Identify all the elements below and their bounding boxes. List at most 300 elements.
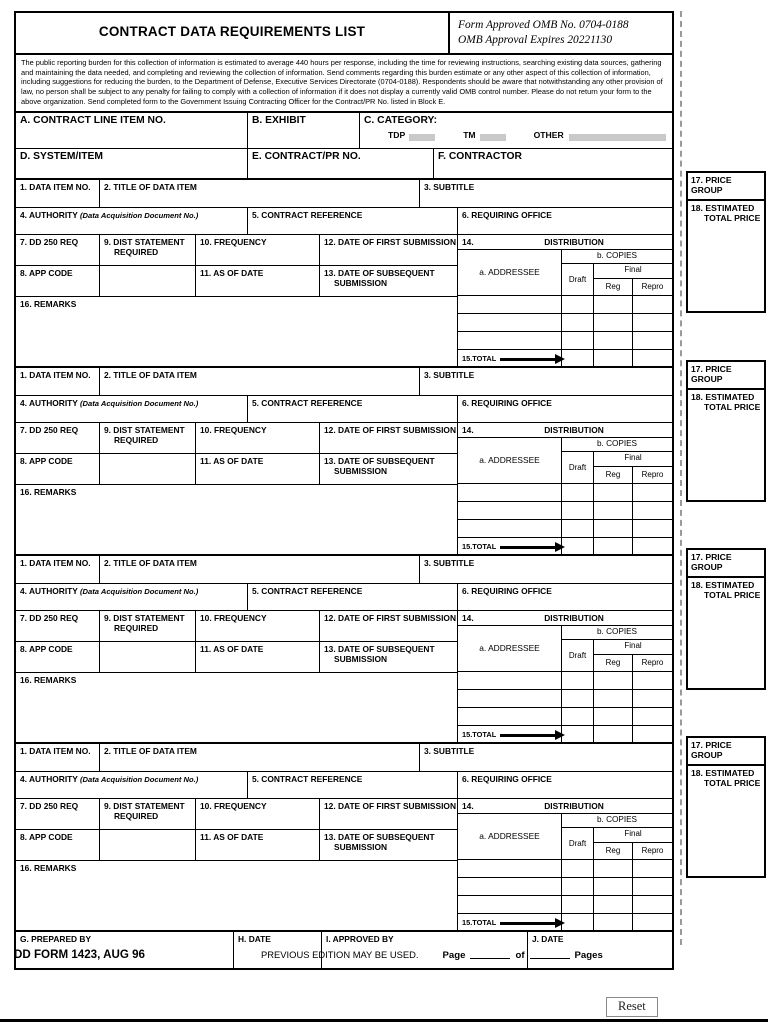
draft-copies-cell[interactable]: [562, 296, 594, 313]
requiring-office-field[interactable]: [458, 772, 672, 798]
reset-button[interactable]: Reset: [606, 997, 658, 1017]
distribution-total-row: [458, 538, 672, 554]
as-of-date-field[interactable]: [196, 830, 320, 860]
distribution-title: DISTRIBUTION: [544, 236, 604, 247]
frequency-label: 10. FREQUENCY: [200, 236, 267, 247]
dd250-frequency-row: [16, 235, 457, 266]
dist-statement-required-continued[interactable]: [100, 830, 196, 860]
final-subheaders: [594, 843, 672, 859]
of-label: of: [515, 950, 525, 961]
distribution-header-row: [458, 626, 672, 672]
data-item-no-label: 1. DATA ITEM NO.: [20, 369, 91, 380]
authority-label: [16, 584, 247, 596]
copies-header: b. COPIES: [562, 250, 672, 264]
repro-copies-cell[interactable]: [633, 520, 672, 537]
subtitle-field[interactable]: [420, 744, 672, 771]
price-group-field-1[interactable]: [688, 173, 764, 201]
total-label: 15.TOTAL: [462, 917, 497, 927]
dd250-req-label: 7. DD 250 REQ: [20, 800, 79, 811]
subtitle-label: 3. SUBTITLE: [424, 557, 475, 568]
estimated-total-price-field-4[interactable]: [688, 766, 764, 876]
date-subsequent-submission-field[interactable]: [320, 642, 457, 672]
form-body: [14, 11, 674, 970]
authority-field[interactable]: [16, 396, 248, 422]
final-header: Final: [594, 452, 672, 467]
dist-statement-line2: REQUIRED: [114, 246, 159, 257]
addressee-header: a. ADDRESSEE: [458, 814, 562, 859]
dist-statement-required-field[interactable]: [100, 235, 196, 265]
distribution-title: DISTRIBUTION: [544, 800, 604, 811]
addressee-cell[interactable]: [458, 878, 562, 895]
title-of-data-item-field[interactable]: [100, 368, 420, 395]
addressee-cell[interactable]: [458, 296, 562, 313]
draft-copies-cell[interactable]: [562, 520, 594, 537]
final-header-group: [594, 640, 672, 671]
reg-header: Reg: [594, 843, 633, 859]
frequency-label: 10. FREQUENCY: [200, 612, 267, 623]
contract-reference-field[interactable]: [248, 584, 458, 610]
date-subsequent-submission-field[interactable]: [320, 266, 457, 296]
app-code-label: 8. APP CODE: [20, 267, 73, 278]
title-of-data-item-field[interactable]: [100, 180, 420, 207]
price-group-label: 17. PRICE GROUP: [691, 364, 732, 385]
repro-copies-cell[interactable]: [633, 896, 672, 913]
repro-header: Repro: [641, 658, 664, 668]
total-draft-cell[interactable]: [562, 914, 594, 930]
arrow-right-icon: [500, 358, 556, 361]
price-group-box-1: [686, 171, 766, 313]
contract-reference-label: 5. CONTRACT REFERENCE: [252, 209, 363, 220]
total-draft-cell[interactable]: [562, 350, 594, 366]
category-options: [360, 130, 672, 140]
subtitle-label: 3. SUBTITLE: [424, 369, 475, 380]
total-label: 15.TOTAL: [462, 729, 497, 739]
remarks-field[interactable]: [16, 861, 457, 921]
data-item-body-row: [16, 235, 672, 366]
repro-header: Repro: [641, 282, 664, 292]
data-item-body-row: [16, 799, 672, 930]
data-item-block: [16, 556, 672, 744]
authority-label: [16, 396, 247, 408]
distribution-row: [458, 502, 672, 520]
page-number-input[interactable]: [470, 948, 510, 959]
distribution-row: [458, 708, 672, 726]
total-repro-cell[interactable]: [633, 538, 672, 554]
data-item-no-field[interactable]: [16, 368, 100, 395]
price-group-box-3: [686, 548, 766, 690]
total-draft-cell[interactable]: [562, 538, 594, 554]
remarks-field[interactable]: [16, 485, 457, 545]
prepared-by-label: G. PREPARED BY: [20, 933, 92, 944]
price-group-box-2: [686, 360, 766, 502]
copies-header-group: [562, 814, 672, 859]
distribution-title: DISTRIBUTION: [544, 612, 604, 623]
data-item-left-grid: [16, 611, 458, 742]
date-subsequent-line2: SUBMISSION: [334, 841, 388, 852]
dist-statement-required-field[interactable]: [100, 423, 196, 453]
as-of-date-field[interactable]: [196, 642, 320, 672]
draft-copies-cell[interactable]: [562, 502, 594, 519]
copies-subheaders: [562, 828, 672, 859]
reg-copies-cell[interactable]: [594, 520, 633, 537]
requiring-office-field[interactable]: [458, 584, 672, 610]
requiring-office-field[interactable]: [458, 208, 672, 234]
reg-copies-cell[interactable]: [594, 878, 633, 895]
dist-statement-line1: 9. DIST STATEMENT: [104, 612, 185, 623]
reg-copies-cell[interactable]: [594, 708, 633, 725]
as-of-date-label: 11. AS OF DATE: [200, 455, 264, 466]
title-band: [16, 13, 672, 55]
distribution-title-row: [458, 611, 672, 626]
page-label: Page: [442, 950, 466, 961]
app-code-field[interactable]: [16, 642, 100, 672]
repro-copies-cell[interactable]: [633, 484, 672, 501]
title-of-data-item-field[interactable]: [100, 556, 420, 583]
app-code-label: 8. APP CODE: [20, 455, 73, 466]
omb-expiry: OMB Approval Expires 20221130: [458, 34, 613, 47]
estimated-total-price-label: [688, 201, 764, 224]
repro-copies-cell[interactable]: [633, 690, 672, 707]
date-first-submission-label: 12. DATE OF FIRST SUBMISSION: [324, 424, 456, 435]
total-draft-cell[interactable]: [562, 726, 594, 742]
date-first-submission-field[interactable]: [320, 235, 457, 265]
repro-copies-cell[interactable]: [633, 502, 672, 519]
as-of-date-field[interactable]: [196, 266, 320, 296]
estimated-total-price-line2: TOTAL PRICE: [704, 590, 761, 601]
distribution-row: [458, 332, 672, 350]
distribution-total-row: [458, 350, 672, 366]
reg-header: Reg: [594, 655, 633, 671]
repro-header: Repro: [641, 470, 664, 480]
contract-reference-field[interactable]: [248, 396, 458, 422]
subtitle-field[interactable]: [420, 368, 672, 395]
date-first-submission-field[interactable]: [320, 611, 457, 641]
dd250-req-label: 7. DD 250 REQ: [20, 236, 79, 247]
title-of-data-item-label: 2. TITLE OF DATA ITEM: [104, 181, 197, 192]
authority-label-text: 4. AUTHORITY: [20, 209, 78, 220]
app-code-field[interactable]: [16, 454, 100, 484]
dd250-req-field[interactable]: [16, 235, 100, 265]
copies-subheaders: [562, 452, 672, 483]
draft-copies-cell[interactable]: [562, 878, 594, 895]
final-header: Final: [594, 828, 672, 843]
authority-row: [16, 396, 672, 423]
price-group-field-4[interactable]: [688, 738, 764, 766]
distribution-row: [458, 484, 672, 502]
repro-copies-cell[interactable]: [633, 708, 672, 725]
authority-row: [16, 772, 672, 799]
frequency-label: 10. FREQUENCY: [200, 800, 267, 811]
dist-statement-required-label: [100, 799, 195, 821]
authority-label-note: (Data Acquisition Document No.): [80, 398, 199, 408]
estimated-total-price-field-1[interactable]: [688, 201, 764, 311]
authority-label-text: 4. AUTHORITY: [20, 397, 78, 408]
app-code-label: 8. APP CODE: [20, 831, 73, 842]
category-label: C. CATEGORY:: [364, 114, 438, 126]
omb-approval-block: [448, 13, 672, 53]
distribution-header-row: [458, 250, 672, 296]
distribution-title-row: [458, 799, 672, 814]
addressee-cell[interactable]: [458, 484, 562, 501]
price-group-label: 17. PRICE GROUP: [691, 552, 732, 573]
contract-line-item-label: A. CONTRACT LINE ITEM NO.: [20, 114, 166, 126]
date-subsequent-line2: SUBMISSION: [334, 465, 388, 476]
total-label-cell: [458, 538, 562, 554]
dist-statement-required-field[interactable]: [100, 799, 196, 829]
date-subsequent-submission-field[interactable]: [320, 830, 457, 860]
reg-copies-cell[interactable]: [594, 690, 633, 707]
data-item-left-grid: [16, 799, 458, 930]
draft-copies-cell[interactable]: [562, 314, 594, 331]
data-item-blocks: [16, 180, 672, 932]
authority-label-note: (Data Acquisition Document No.): [80, 586, 199, 596]
final-header-group: [594, 264, 672, 295]
estimated-total-price-label: [688, 766, 764, 789]
category-other-input[interactable]: [569, 134, 666, 141]
distribution-row: [458, 314, 672, 332]
date-subsequent-line1: 13. DATE OF SUBSEQUENT: [324, 455, 435, 466]
dist-statement-required-continued[interactable]: [100, 454, 196, 484]
dist-statement-required-label: [100, 235, 195, 257]
dist-statement-required-field[interactable]: [100, 611, 196, 641]
dist-statement-required-continued[interactable]: [100, 266, 196, 296]
distribution-row: [458, 690, 672, 708]
authority-field[interactable]: [16, 208, 248, 234]
date-subsequent-submission-label: [320, 454, 457, 476]
copies-header: b. COPIES: [562, 626, 672, 640]
as-of-date-label: 11. AS OF DATE: [200, 831, 264, 842]
dd250-req-field[interactable]: [16, 423, 100, 453]
remarks-field[interactable]: [16, 673, 457, 733]
addressee-cell[interactable]: [458, 690, 562, 707]
system-item-field[interactable]: [16, 149, 248, 178]
omb-number: Form Approved OMB No. 0704-0188: [458, 19, 629, 31]
total-repro-cell[interactable]: [633, 726, 672, 742]
addressee-cell[interactable]: [458, 502, 562, 519]
data-item-block: [16, 180, 672, 368]
reg-copies-cell[interactable]: [594, 860, 633, 877]
date-first-submission-label: 12. DATE OF FIRST SUBMISSION: [324, 800, 456, 811]
previous-edition-note: PREVIOUS EDITION MAY BE USED.: [261, 949, 419, 960]
draft-header: Draft: [562, 828, 594, 859]
total-reg-cell[interactable]: [594, 914, 633, 930]
authority-label: [16, 772, 247, 784]
distribution-row: [458, 896, 672, 914]
title-of-data-item-label: 2. TITLE OF DATA ITEM: [104, 557, 197, 568]
subtitle-field[interactable]: [420, 180, 672, 207]
total-repro-cell[interactable]: [633, 350, 672, 366]
form-footer: [14, 948, 674, 961]
system-item-label: D. SYSTEM/ITEM: [20, 150, 103, 162]
appcode-asofdate-row: [16, 830, 457, 861]
distribution-row: [458, 520, 672, 538]
total-pages-input[interactable]: [530, 948, 570, 959]
draft-copies-cell[interactable]: [562, 484, 594, 501]
data-item-no-field[interactable]: [16, 744, 100, 771]
dd250-req-label: 7. DD 250 REQ: [20, 424, 79, 435]
dd250-req-field[interactable]: [16, 799, 100, 829]
distribution-header-row: [458, 438, 672, 484]
total-reg-cell[interactable]: [594, 538, 633, 554]
dd250-req-field[interactable]: [16, 611, 100, 641]
distribution-table: [458, 611, 672, 742]
addressee-cell[interactable]: [458, 860, 562, 877]
as-of-date-field[interactable]: [196, 454, 320, 484]
reg-copies-cell[interactable]: [594, 296, 633, 313]
estimated-total-price-field-2[interactable]: [688, 390, 764, 500]
repro-header: Repro: [641, 846, 664, 856]
reg-copies-cell[interactable]: [594, 332, 633, 349]
estimated-total-price-label: [688, 578, 764, 601]
repro-copies-cell[interactable]: [633, 314, 672, 331]
copies-header-group: [562, 250, 672, 295]
data-item-no-label: 1. DATA ITEM NO.: [20, 557, 91, 568]
distribution-table: [458, 235, 672, 366]
dd250-req-label: 7. DD 250 REQ: [20, 612, 79, 623]
requiring-office-label: 6. REQUIRING OFFICE: [462, 397, 552, 408]
reg-copies-cell[interactable]: [594, 896, 633, 913]
contract-reference-field[interactable]: [248, 208, 458, 234]
date-first-submission-field[interactable]: [320, 799, 457, 829]
addressee-cell[interactable]: [458, 672, 562, 689]
reg-header: Reg: [594, 279, 633, 295]
repro-copies-cell[interactable]: [633, 878, 672, 895]
repro-copies-cell[interactable]: [633, 296, 672, 313]
estimated-total-price-line2: TOTAL PRICE: [704, 778, 761, 789]
estimated-total-price-field-3[interactable]: [688, 578, 764, 688]
app-code-label: 8. APP CODE: [20, 643, 73, 654]
distribution-row: [458, 672, 672, 690]
frequency-field[interactable]: [196, 235, 320, 265]
frequency-field[interactable]: [196, 423, 320, 453]
distribution-title-row: [458, 235, 672, 250]
addressee-header: a. ADDRESSEE: [458, 250, 562, 295]
remarks-label: 16. REMARKS: [20, 298, 77, 309]
distribution-table: [458, 423, 672, 554]
total-label-cell: [458, 914, 562, 930]
estimated-total-price-line1: 18. ESTIMATED: [691, 768, 755, 778]
draft-copies-cell[interactable]: [562, 672, 594, 689]
title-of-data-item-field[interactable]: [100, 744, 420, 771]
total-repro-cell[interactable]: [633, 914, 672, 930]
dist-statement-line1: 9. DIST STATEMENT: [104, 424, 185, 435]
requiring-office-field[interactable]: [458, 396, 672, 422]
total-label: 15.TOTAL: [462, 541, 497, 551]
final-header: Final: [594, 264, 672, 279]
price-group-field-2[interactable]: [688, 362, 764, 390]
addressee-cell[interactable]: [458, 708, 562, 725]
addressee-cell[interactable]: [458, 896, 562, 913]
date-subsequent-submission-field[interactable]: [320, 454, 457, 484]
exhibit-field[interactable]: [248, 113, 360, 148]
subtitle-field[interactable]: [420, 556, 672, 583]
copies-header-group: [562, 438, 672, 483]
draft-copies-cell[interactable]: [562, 708, 594, 725]
copies-subheaders: [562, 640, 672, 671]
distribution-table: [458, 799, 672, 930]
total-reg-cell[interactable]: [594, 726, 633, 742]
distribution-title-row: [458, 423, 672, 438]
date-first-submission-label: 12. DATE OF FIRST SUBMISSION: [324, 612, 456, 623]
distribution-number: 14.: [462, 236, 474, 247]
repro-copies-cell[interactable]: [633, 860, 672, 877]
data-item-body-row: [16, 423, 672, 554]
addressee-cell[interactable]: [458, 314, 562, 331]
subtitle-label: 3. SUBTITLE: [424, 745, 475, 756]
copies-header: b. COPIES: [562, 814, 672, 828]
price-group-field-3[interactable]: [688, 550, 764, 578]
draft-copies-cell[interactable]: [562, 690, 594, 707]
data-item-block: [16, 744, 672, 932]
authority-field[interactable]: [16, 772, 248, 798]
requiring-office-label: 6. REQUIRING OFFICE: [462, 773, 552, 784]
frequency-field[interactable]: [196, 611, 320, 641]
authority-label-note: (Data Acquisition Document No.): [80, 210, 199, 220]
frequency-field[interactable]: [196, 799, 320, 829]
distribution-number: 14.: [462, 424, 474, 435]
title-of-data-item-label: 2. TITLE OF DATA ITEM: [104, 369, 197, 380]
reg-copies-cell[interactable]: [594, 314, 633, 331]
total-label-cell: [458, 350, 562, 366]
date-subsequent-submission-label: [320, 266, 457, 288]
reg-copies-cell[interactable]: [594, 502, 633, 519]
addressee-cell[interactable]: [458, 520, 562, 537]
dist-statement-line1: 9. DIST STATEMENT: [104, 236, 185, 247]
dist-statement-required-continued[interactable]: [100, 642, 196, 672]
app-code-field[interactable]: [16, 266, 100, 296]
final-subheaders: [594, 655, 672, 671]
data-item-no-field[interactable]: [16, 556, 100, 583]
authority-label-text: 4. AUTHORITY: [20, 585, 78, 596]
arrow-right-icon: [500, 734, 556, 737]
data-item-title-row: [16, 556, 672, 584]
authority-field[interactable]: [16, 584, 248, 610]
final-header: Final: [594, 640, 672, 655]
dist-statement-line2: REQUIRED: [114, 622, 159, 633]
repro-copies-cell[interactable]: [633, 332, 672, 349]
draft-copies-cell[interactable]: [562, 896, 594, 913]
dist-statement-required-label: [100, 423, 195, 445]
addressee-cell[interactable]: [458, 332, 562, 349]
contractor-label: F. CONTRACTOR: [438, 150, 522, 162]
perforation-line: [680, 11, 682, 945]
reg-copies-cell[interactable]: [594, 484, 633, 501]
reg-copies-cell[interactable]: [594, 672, 633, 689]
category-tdp-checkbox[interactable]: [409, 134, 435, 141]
date-first-submission-field[interactable]: [320, 423, 457, 453]
date-subsequent-line2: SUBMISSION: [334, 277, 388, 288]
total-reg-cell[interactable]: [594, 350, 633, 366]
distribution-row: [458, 878, 672, 896]
prepared-date-label: H. DATE: [238, 933, 271, 944]
data-item-no-field[interactable]: [16, 180, 100, 207]
contract-pr-no-field[interactable]: [248, 149, 434, 178]
contractor-field[interactable]: [434, 149, 672, 178]
estimated-total-price-line2: TOTAL PRICE: [704, 213, 761, 224]
repro-copies-cell[interactable]: [633, 672, 672, 689]
app-code-field[interactable]: [16, 830, 100, 860]
category-tm-checkbox[interactable]: [480, 134, 506, 141]
draft-copies-cell[interactable]: [562, 332, 594, 349]
contract-reference-field[interactable]: [248, 772, 458, 798]
reset-button-wrap: [606, 997, 658, 1017]
dd250-frequency-row: [16, 611, 457, 642]
draft-copies-cell[interactable]: [562, 860, 594, 877]
remarks-field[interactable]: [16, 297, 457, 357]
contract-line-item-field[interactable]: [16, 113, 248, 148]
data-item-body-row: [16, 611, 672, 742]
reg-header: Reg: [594, 467, 633, 483]
